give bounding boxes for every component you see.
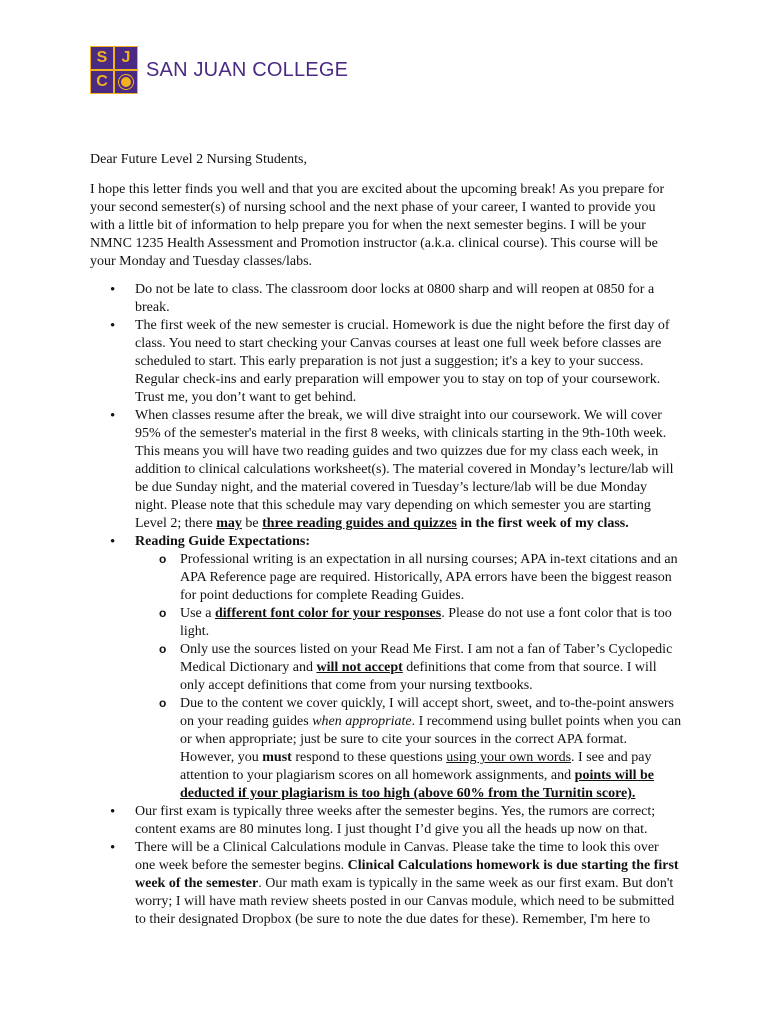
- emphasis-when-appropriate: when appropriate: [312, 714, 412, 729]
- bullet-text: . Our math exam is typically in the same week as our first exam. But don't worry; I will have math review sheets posted in our Canvas module, which need to be submitted to their designated Dropbox (be sure to note the due dates for these). Remember, I'm here to: [135, 876, 675, 927]
- emphasis-font-color: different font color for your responses: [215, 606, 442, 621]
- bullet-text: The first week of the new semester is crucial. Homework is due the night before the first day of class. You need to start checking your Canvas courses at least one full week before classes are scheduled to start. This early preparation is not just a suggestion; it's a key to your success. Regular check-ins and early preparation will empower you to stay on top of your coursework. Trust me, you don’t want to get behind.: [135, 318, 670, 405]
- seal-letter-s: S: [91, 47, 113, 69]
- emphasis-first-week: in the first week of my class.: [456, 516, 629, 531]
- sub-text: Use a: [180, 606, 215, 621]
- sub-text: respond to these questions: [291, 750, 447, 765]
- salutation: Dear Future Level 2 Nursing Students,: [90, 152, 307, 167]
- bullet-text: Our first exam is typically three weeks after the semester begins. Yes, the rumors are correct; content exams are 80 minutes long. I just thought I’d give you all the heads up now on that.: [135, 804, 656, 837]
- sub-text: . I see and pay attention to your plagiarism scores on all homework assignments, and: [180, 750, 652, 783]
- college-logo: [90, 45, 348, 95]
- intro-paragraph: I hope this letter finds you well and that you are excited about the upcoming break! As you prepare for your second semester(s) of nursing school and the next phase of your career, I wanted to provide you with a little bit of information to help prepare you for when the next semester begins. I will be your NMNC 1235 Health Assessment and Promotion instructor (a.k.a. clinical course). This course will be your Monday and Tuesday classes/labs.: [90, 182, 665, 269]
- sub-list: [135, 551, 682, 803]
- sub-item: [135, 695, 682, 803]
- bullet-text: When classes resume after the break, we will dive straight into our coursework. We will cover 95% of the semester's material in the first 8 weeks, with clinicals starting in the 9th-10th week. This means you will have two reading guides and two quizzes due for my class each week, in addition to clinical calculations worksheet(s). The material covered in Monday’s lecture/lab will be due Sunday night, and the material covered in Tuesday’s lecture/lab will be due Monday night. Please note that this schedule may vary depending on which semester you are starting Level 2; there: [135, 408, 674, 531]
- bullet-list: [90, 281, 682, 929]
- sub-item: [135, 605, 682, 641]
- bullet-text: be: [241, 516, 263, 531]
- bullet-item: [90, 317, 682, 407]
- emphasis-calc-homework: Clinical Calculations homework is due starting the first week of the semester: [135, 858, 679, 891]
- letter-body: [90, 151, 682, 929]
- sub-item: [135, 551, 682, 605]
- bullet-text: Do not be late to class. The classroom door locks at 0800 sharp and will reopen at 0850 for a break.: [135, 282, 655, 315]
- emphasis-own-words: using your own words: [446, 750, 572, 765]
- emphasis-may: may: [216, 516, 242, 531]
- sub-text: . I recommend using bullet points when you can or when appropriate; just be sure to cite your sources in the correct APA format. However, you: [180, 714, 682, 765]
- emphasis-will-not-accept: will not accept: [316, 660, 403, 675]
- college-seal: [90, 46, 138, 94]
- bullet-item: [90, 533, 682, 803]
- sub-text: definitions that come from that source. I will only accept definitions that come from your nursing textbooks.: [180, 660, 657, 693]
- sub-text: Due to the content we cover quickly, I will accept short, sweet, and to-the-point answers on your reading guides: [180, 696, 674, 729]
- college-name: SAN JUAN COLLEGE: [146, 58, 349, 81]
- sub-text: Only use the sources listed on your Read Me First. I am not a fan of Taber’s Cyclopedic Medical Dictionary and: [180, 642, 673, 675]
- sun-icon: [115, 71, 137, 93]
- bullet-item: [90, 281, 682, 317]
- emphasis-must: must: [262, 750, 292, 765]
- sub-text: Professional writing is an expectation in all nursing courses; APA in-text citations and an APA Reference page are required. Historically, APA errors have been the biggest reason for point deductions for complete Reading Guides.: [180, 552, 678, 603]
- seal-letter-c: C: [91, 71, 113, 93]
- seal-letter-j: J: [115, 47, 137, 69]
- reading-guide-heading: Reading Guide Expectations:: [135, 534, 311, 549]
- emphasis-three-guides: three reading guides and quizzes: [262, 516, 457, 531]
- bullet-item: [90, 839, 682, 929]
- emphasis-plagiarism: points will be deducted if your plagiarism is too high (above 60% from the Turnitin score).: [180, 768, 655, 801]
- bullet-item: [90, 803, 682, 839]
- bullet-item: [90, 407, 682, 533]
- sub-item: [135, 641, 682, 695]
- bullet-text: There will be a Clinical Calculations module in Canvas. Please take the time to look this over one week before the semester begins.: [135, 840, 659, 873]
- sub-text: . Please do not use a font color that is too light.: [180, 606, 672, 639]
